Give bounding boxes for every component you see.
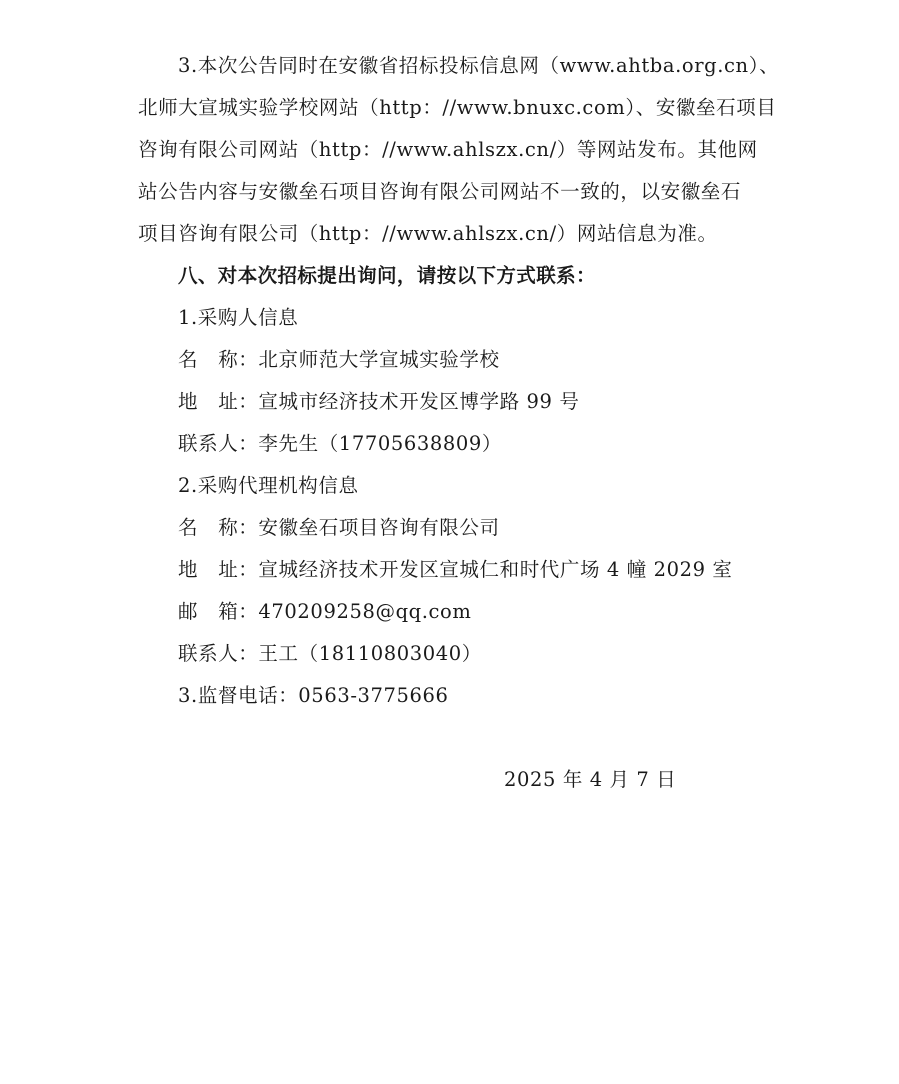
agency-name-row [178,516,500,540]
agency-address-label: 地 址： [178,558,259,581]
agency-address-row [178,558,733,582]
document-date: 2025 年 4 月 7 日 [504,768,677,791]
section-heading: 八、对本次招标提出询问，请按以下方式联系： [178,264,596,287]
agency-email-label: 邮 箱： [178,600,259,623]
agency-title: 2.采购代理机构信息 [178,474,359,497]
agency-name-value: 安徽垒石项目咨询有限公司 [258,516,500,539]
purchaser-address-value: 宣城市经济技术开发区博学路 99 号 [258,390,580,413]
agency-contact-row [178,642,482,666]
agency-email-value: 470209258@qq.com [258,600,472,623]
notice-line-4: 站公告内容与安徽垒石项目咨询有限公司网站不一致的，以安徽垒石 [138,180,742,203]
supervision-phone: 3.监督电话：0563-3775666 [178,684,449,707]
purchaser-contact-label: 联系人： [178,432,259,455]
notice-line-5: 项目咨询有限公司（http：//www.ahlszx.cn/）网站信息为准。 [138,222,718,245]
purchaser-name-label: 名 称： [178,348,259,371]
purchaser-address-label: 地 址： [178,390,259,413]
purchaser-address-row [178,390,579,414]
agency-contact-value: 王工（18110803040） [258,642,482,665]
purchaser-name-value: 北京师范大学宣城实验学校 [258,348,500,371]
purchaser-contact-value: 李先生（17705638809） [258,432,502,455]
agency-email-row [178,600,471,624]
purchaser-contact-row [178,432,502,456]
notice-line-3: 咨询有限公司网站（http：//www.ahlszx.cn/）等网站发布。其他网 [138,138,758,161]
agency-contact-label: 联系人： [178,642,259,665]
purchaser-name-row [178,348,500,372]
agency-name-label: 名 称： [178,516,259,539]
agency-address-value: 宣城经济技术开发区宣城仁和时代广场 4 幢 2029 室 [258,558,733,581]
purchaser-title: 1.采购人信息 [178,306,299,329]
notice-line-1: 3.本次公告同时在安徽省招标投标信息网（www.ahtba.org.cn）、 [178,54,780,77]
notice-line-2: 北师大宣城实验学校网站（http：//www.bnuxc.com）、安徽垒石项目 [138,96,777,119]
